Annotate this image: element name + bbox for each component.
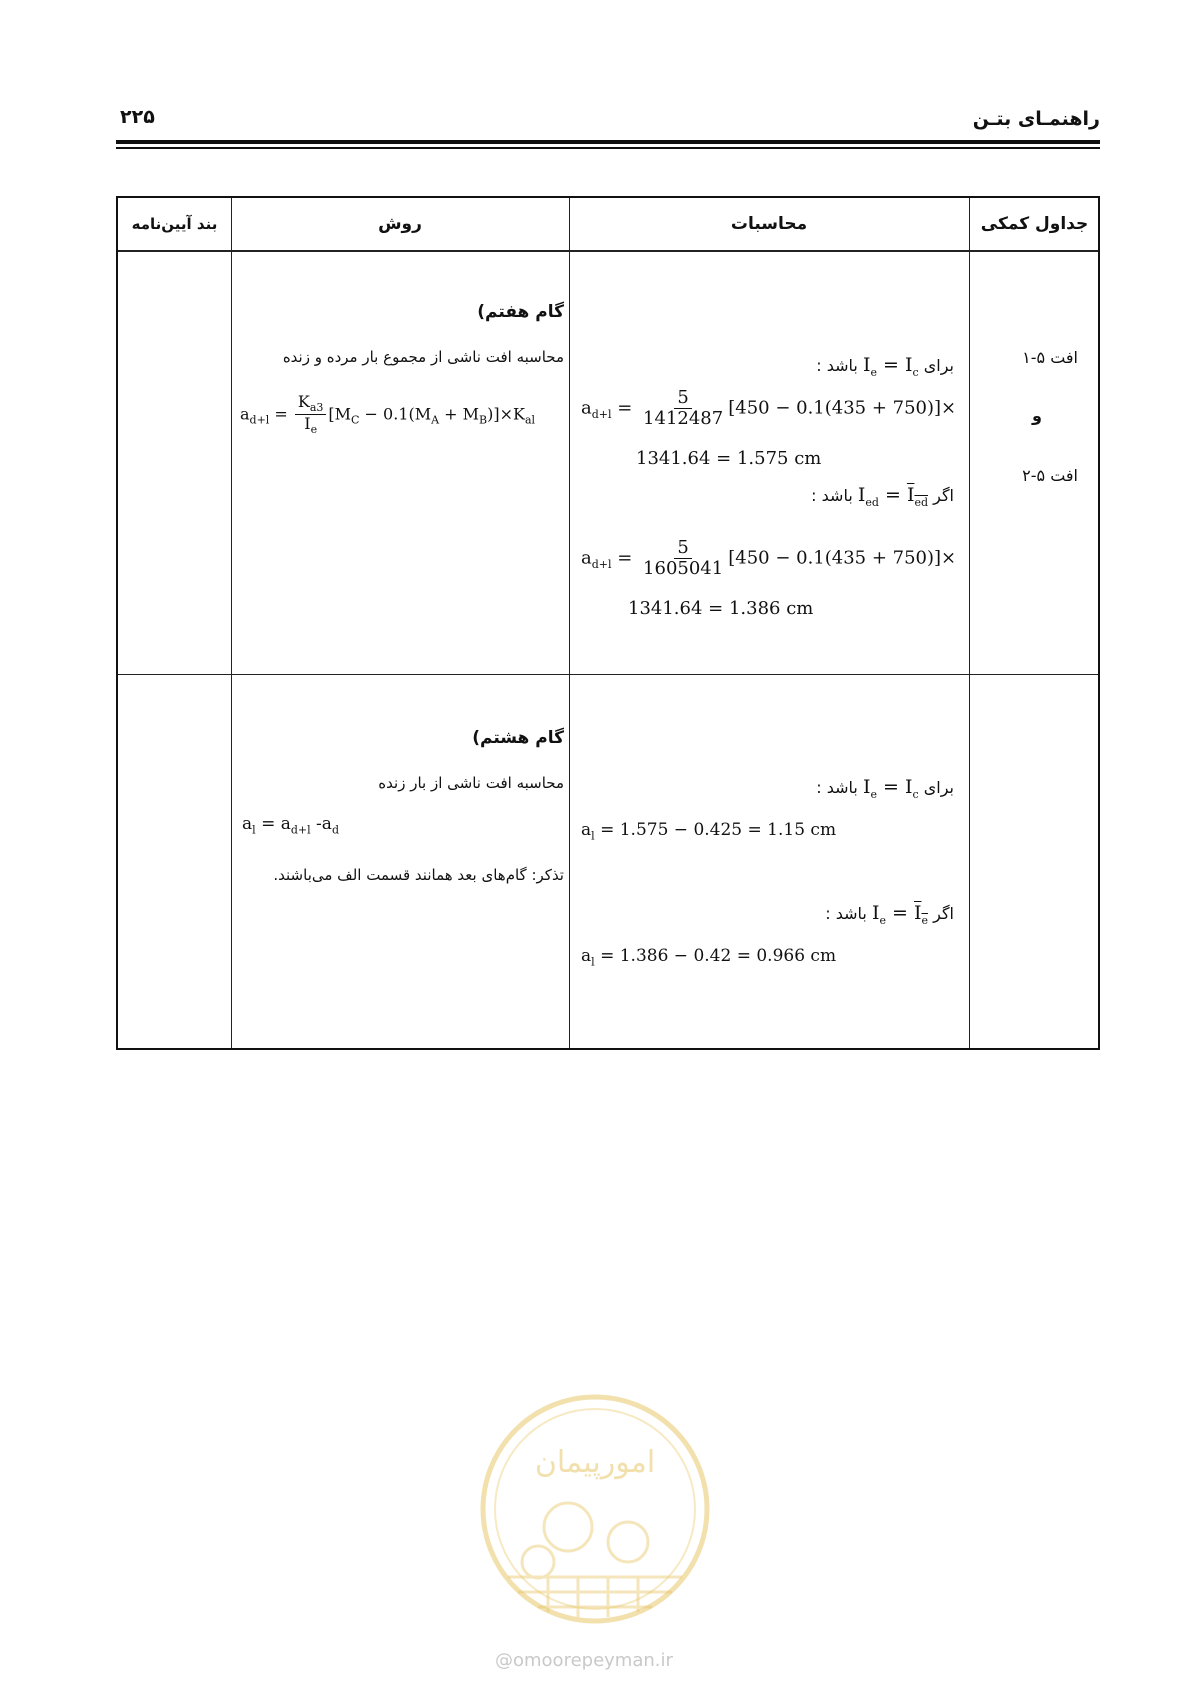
header-rule-thick (116, 140, 1100, 144)
step-8-formula: $a_l = a_{d+l}$ $-a_d$ (242, 814, 339, 837)
page-number: ۲۲۵ (120, 106, 155, 128)
header-rule-thin (116, 147, 1100, 149)
stamp-logo (478, 1392, 712, 1626)
col-divider-1 (231, 198, 232, 1048)
col-header-method: روش (378, 214, 422, 234)
step-7-description: محاسبه افت ناشی از مجموع بار مرده و زنده (282, 348, 564, 366)
watermark-text: @omoorepeyman.ir (495, 1650, 673, 1671)
calc2-cond-ie-ic: برای $I_e = I_c$ باشد : (816, 776, 954, 801)
aux-table-ref-1: افت ۵-۱ (1022, 348, 1078, 367)
row-divider (118, 674, 1098, 675)
calc-eq-2-result: 1341.64 = 1.386 cm (628, 598, 814, 619)
step-8-note: تذکر: گام‌های بعد همانند قسمت الف می‌باشند. (273, 866, 564, 884)
step-8-description: محاسبه افت ناشی از بار زنده (378, 774, 564, 792)
col-header-calculations: محاسبات (730, 214, 808, 234)
aux-table-ref-2: افت ۵-۲ (1022, 466, 1078, 485)
header-row-divider (118, 250, 1098, 252)
calc-eq-1-result: 1341.64 = 1.575 cm (636, 448, 822, 469)
col-divider-2 (569, 198, 570, 1048)
calc-eq-1: $a_{d+l}$ = $\frac{5}{1412487}$ [450 − 0.1(435 + 750)]× (581, 387, 957, 429)
step-7-title: گام هفتم) (477, 302, 564, 322)
calc-cond-ie-ic: برای $I_e = I_c$ باشد : (816, 354, 954, 379)
col-header-aux-tables: جداول کمکی (980, 214, 1089, 234)
stamp-logo-text: امورپیمان (534, 1445, 656, 1480)
calc2-eq-2: $a_l = 1.386 - 0.42 = 0.966$ cm (581, 946, 837, 969)
aux-table-conjunction: و (1032, 406, 1042, 425)
running-header-title: راهنمـای بتـن (972, 108, 1100, 130)
calc-eq-2: $a_{d+l}$ = $\frac{5}{1605041}$ [450 − 0.1(435 + 750)]× (581, 537, 957, 579)
calc2-eq-1: $a_l = 1.575 - 0.425 = 1.15$ cm (581, 820, 837, 843)
calc-cond-ied: اگر $I_{ed} = I_{ed}$ باشد : (811, 484, 954, 509)
step-7-formula: $a_{d+l}$ = $\frac{K_{a3}}{I_e}$ $[M_C - 0.1(M_A + M_B)]\times K_{al}$ (240, 392, 536, 437)
calculation-table (116, 196, 1100, 1050)
step-8-title: گام هشتم) (472, 728, 564, 748)
col-header-code-clause: بند آیین‌نامه (131, 215, 218, 233)
calc2-cond-ie-bar: اگر $I_e = I_e$ باشد : (825, 902, 954, 927)
col-divider-3 (969, 198, 970, 1048)
